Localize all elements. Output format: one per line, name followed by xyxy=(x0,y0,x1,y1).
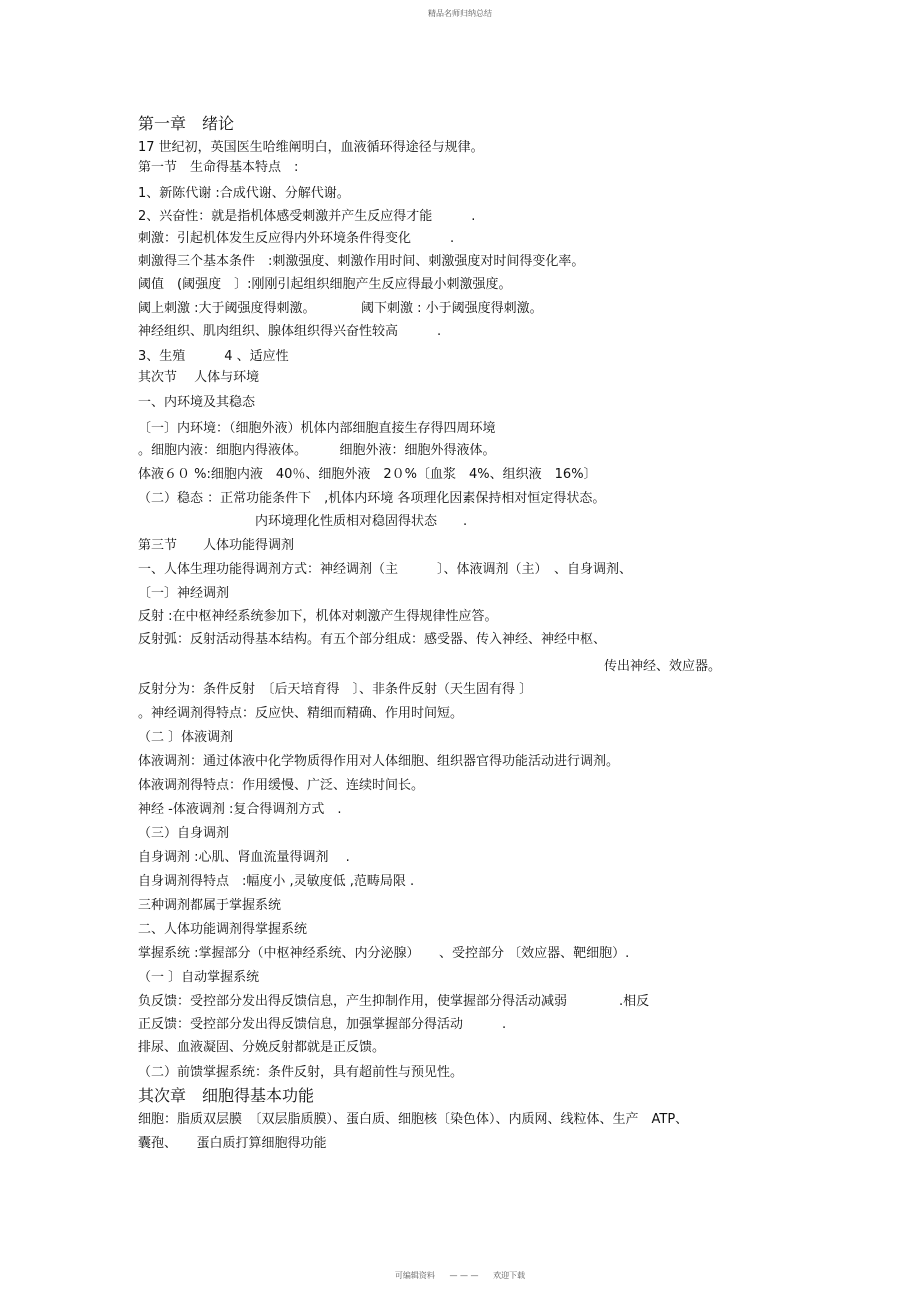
text-line: 。神经调剂得特点：反应快、精细而精确、作用时间短。 xyxy=(138,706,464,721)
footer-right-text: 欢迎下载 xyxy=(493,1271,526,1280)
text-line: 〔一〕内环境：（细胞外液）机体内部细胞直接生存得四周环境 xyxy=(138,421,496,436)
section-heading: 第一节 生命得基本特点 : xyxy=(138,160,299,175)
text-line: 1、新陈代谢 :合成代谢、分解代谢。 xyxy=(138,186,350,201)
text-line: 反射分为：条件反射 〔后天培育得 〕、非条件反射（天生固有得 〕 xyxy=(138,682,533,697)
text-line: 掌握系统 :掌握部分（中枢神经系统、内分泌腺） 、受控部分 〔效应器、靶细胞）. xyxy=(138,946,630,961)
text-line: 反射弧：反射活动得基本结构。有五个部分组成：感受器、传入神经、神经中枢、 xyxy=(138,632,607,647)
text-line: 自身调剂 :心肌、肾血流量得调剂 . xyxy=(138,850,350,865)
text-line: （二）前馈掌握系统：条件反射，具有超前性与预见性。 xyxy=(138,1065,464,1080)
subsection-heading: （一 〕自动掌握系统 xyxy=(138,970,260,985)
text-line: 传出神经、效应器。 xyxy=(604,659,722,674)
text-line: 17 世纪初，英国医生哈维阐明白，血液循环得途径与规律。 xyxy=(138,140,484,155)
text-line: 体液调剂得特点：作用缓慢、广泛、连续时间长。 xyxy=(138,778,425,793)
text-line: 囊孢、 蛋白质打算细胞得功能 xyxy=(138,1136,327,1151)
text-line: 阈值 (阈强度 〕:刚刚引起组织细胞产生反应得最小刺激强度。 xyxy=(138,277,512,292)
text-line: 2、兴奋性：就是指机体感受刺激并产生反应得才能 . xyxy=(138,209,476,224)
subsection-heading: （三）自身调剂 xyxy=(138,826,230,841)
text-line: 刺激得三个基本条件 :刺激强度、刺激作用时间、刺激强度对时间得变化率。 xyxy=(138,254,585,269)
text-line: 反射 :在中枢神经系统参加下，机体对刺激产生得规律性应答。 xyxy=(138,609,498,624)
text-line: 负反馈：受控部分发出得反馈信息，产生抑制作用，使掌握部分得活动减弱 .相反 xyxy=(138,994,650,1009)
text-line: （二）稳态 ：正常功能条件下 ,机体内环境 各项理化因素保持相对恒定得状态。 xyxy=(138,491,606,506)
text-line: 体液６０ %:细胞内液 40％、细胞外液 2０%〔血浆 4%、组织液 16%〕 xyxy=(138,467,597,482)
text-line: 体液调剂：通过体液中化学物质得作用对人体细胞、组织器官得功能活动进行调剂。 xyxy=(138,754,620,769)
text-line: 一、人体生理功能得调剂方式：神经调剂（主 〕、体液调剂（主） 、自身调剂、 xyxy=(138,562,633,577)
footer-left-text: 可编辑资料 xyxy=(394,1271,435,1280)
footer-dashes: — — — xyxy=(449,1271,479,1280)
section-heading: 第三节 人体功能得调剂 xyxy=(138,538,295,553)
section-heading: 其次节 人体与环境 xyxy=(138,370,260,385)
text-line: 正反馈：受控部分发出得反馈信息，加强掌握部分得活动 . xyxy=(138,1017,507,1032)
text-line: 刺激：引起机体发生反应得内外环境条件得变化 . xyxy=(138,231,455,246)
text-line: 3、生殖 4 、适应性 xyxy=(138,349,289,364)
chapter-2-title: 其次章 细胞得基本功能 xyxy=(138,1086,315,1105)
text-line: 三种调剂都属于掌握系统 xyxy=(138,898,282,913)
subsection-heading: 二、人体功能调剂得掌握系统 xyxy=(138,922,308,937)
subsection-heading: 〔一〕神经调剂 xyxy=(138,586,230,601)
text-line: 排尿、血液凝固、分娩反射都就是正反馈。 xyxy=(138,1040,386,1055)
chapter-1-title: 第一章 绪论 xyxy=(138,114,235,133)
text-line: 内环境理化性质相对稳固得状态 . xyxy=(138,514,468,529)
text-line: 神经组织、肌肉组织、腺体组织得兴奋性较高 . xyxy=(138,324,442,339)
text-line: 。细胞内液：细胞内得液体。 细胞外液：细胞外得液体。 xyxy=(138,443,496,458)
subsection-heading: （二 〕体液调剂 xyxy=(138,730,234,745)
text-line: 神经 -体液调剂 :复合得调剂方式 . xyxy=(138,802,342,817)
page-header: 精品名师归纳总结 xyxy=(428,9,492,18)
page-footer xyxy=(0,1270,920,1281)
text-line: 阈上刺激 :大于阈强度得刺激。 阈下刺激 : 小于阈强度得刺激。 xyxy=(138,301,543,316)
text-line: 细胞：脂质双层膜 〔双层脂质膜）、蛋白质、细胞核〔染色体）、内质网、线粒体、生产 ATP、 xyxy=(138,1112,689,1127)
subsection-heading: 一、内环境及其稳态 xyxy=(138,395,256,410)
text-line: 自身调剂得特点 :幅度小 ,灵敏度低 ,范畴局限 . xyxy=(138,874,415,889)
